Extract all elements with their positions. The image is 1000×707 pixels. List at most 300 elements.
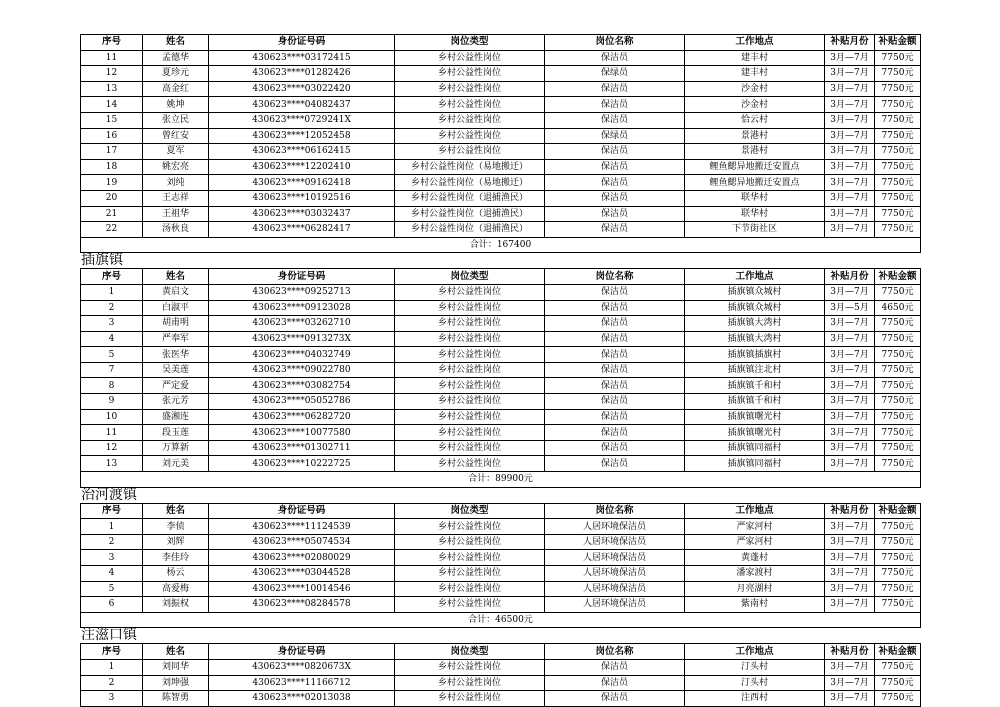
table-cell: 刘坤强 — [143, 675, 209, 691]
table-cell: 乡村公益性岗位 — [395, 66, 545, 82]
table-cell: 保洁员 — [545, 362, 685, 378]
table-cell: 保洁员 — [545, 284, 685, 300]
table-cell: 12 — [81, 440, 143, 456]
table-cell: 保洁员 — [545, 331, 685, 347]
section-total: 合计：167400 — [81, 237, 921, 253]
column-header: 补贴月份 — [825, 269, 875, 285]
table-cell: 3月—7月 — [825, 440, 875, 456]
table-cell: 22 — [81, 222, 143, 238]
table-cell: 3月—7月 — [825, 675, 875, 691]
table-cell: 插旗镇千和村 — [685, 394, 825, 410]
table-cell: 乡村公益性岗位 — [395, 50, 545, 66]
table-cell: 430623****05074534 — [209, 534, 395, 550]
section-total: 合计：46500元 — [81, 612, 921, 628]
column-header: 岗位名称 — [545, 35, 685, 51]
table-cell: 430623****12052458 — [209, 128, 395, 144]
table-cell: 3月—7月 — [825, 347, 875, 363]
table-cell: 乡村公益性岗位（易地搬迁） — [395, 159, 545, 175]
table-cell: 11 — [81, 425, 143, 441]
table-cell: 乡村公益性岗位 — [395, 425, 545, 441]
table-cell: 联华村 — [685, 190, 825, 206]
table-cell: 13 — [81, 81, 143, 97]
column-header: 姓名 — [143, 644, 209, 660]
table-cell: 430623****06282417 — [209, 222, 395, 238]
table-cell: 建丰村 — [685, 50, 825, 66]
table-cell: 保洁员 — [545, 316, 685, 332]
table-cell: 插旗镇众城村 — [685, 284, 825, 300]
column-header: 岗位类型 — [395, 35, 545, 51]
table-cell: 430623****09252713 — [209, 284, 395, 300]
table-cell: 鲤鱼鳃异地搬迁安置点 — [685, 159, 825, 175]
table-cell: 黄启文 — [143, 284, 209, 300]
column-header: 序号 — [81, 35, 143, 51]
column-header: 工作地点 — [685, 269, 825, 285]
table-cell: 插旗镇曙光村 — [685, 425, 825, 441]
column-header: 序号 — [81, 503, 143, 519]
table-cell: 430623****06162415 — [209, 144, 395, 160]
table-cell: 3月—7月 — [825, 206, 875, 222]
table-cell: 3月—7月 — [825, 175, 875, 191]
table-row — [81, 675, 921, 691]
table-cell: 人居环境保洁员 — [545, 581, 685, 597]
table-cell: 张立民 — [143, 112, 209, 128]
column-header: 身份证号码 — [209, 269, 395, 285]
table-cell: 3月—7月 — [825, 97, 875, 113]
table-cell: 刘纯 — [143, 175, 209, 191]
table-cell: 3月—7月 — [825, 50, 875, 66]
table-row — [81, 597, 921, 613]
table-cell: 保洁员 — [545, 50, 685, 66]
table-cell: 7750元 — [875, 50, 921, 66]
table-cell: 乡村公益性岗位 — [395, 409, 545, 425]
table-cell: 7750元 — [875, 222, 921, 238]
column-header: 岗位名称 — [545, 503, 685, 519]
table-cell: 吴美莲 — [143, 362, 209, 378]
table-cell: 保洁员 — [545, 175, 685, 191]
table-cell: 11 — [81, 50, 143, 66]
table-cell: 20 — [81, 190, 143, 206]
section-block — [80, 628, 920, 706]
table-cell: 3月—7月 — [825, 409, 875, 425]
table-cell: 3月—7月 — [825, 425, 875, 441]
total-row — [81, 612, 921, 628]
table-cell: 乡村公益性岗位 — [395, 519, 545, 535]
column-header: 补贴金额 — [875, 269, 921, 285]
column-header: 岗位类型 — [395, 644, 545, 660]
table-row — [81, 550, 921, 566]
table-cell: 3月—7月 — [825, 597, 875, 613]
table-cell: 白淑平 — [143, 300, 209, 316]
table-cell: 7750元 — [875, 550, 921, 566]
table-cell: 430623****0913273X — [209, 331, 395, 347]
table-header-row — [81, 35, 921, 51]
table-cell: 刘同华 — [143, 659, 209, 675]
table-cell: 乡村公益性岗位 — [395, 597, 545, 613]
table-cell: 4650元 — [875, 300, 921, 316]
table-cell: 430623****03032437 — [209, 206, 395, 222]
table-cell: 插旗镇同福村 — [685, 440, 825, 456]
table-cell: 5 — [81, 347, 143, 363]
table-cell: 430623****10222725 — [209, 456, 395, 472]
table-cell: 3月—7月 — [825, 534, 875, 550]
table-cell: 严家河村 — [685, 519, 825, 535]
table-cell: 7750元 — [875, 159, 921, 175]
table-cell: 430623****11124539 — [209, 519, 395, 535]
table-cell: 严家河村 — [685, 534, 825, 550]
table-cell: 乡村公益性岗位 — [395, 347, 545, 363]
table-cell: 插旗镇大湾村 — [685, 331, 825, 347]
column-header: 岗位名称 — [545, 269, 685, 285]
table-cell: 陈智勇 — [143, 691, 209, 707]
table-row — [81, 566, 921, 582]
table-cell: 7750元 — [875, 425, 921, 441]
table-row — [81, 362, 921, 378]
table-cell: 乡村公益性岗位 — [395, 81, 545, 97]
column-header: 工作地点 — [685, 644, 825, 660]
table-cell: 3月—7月 — [825, 222, 875, 238]
column-header: 姓名 — [143, 269, 209, 285]
table-cell: 严奉军 — [143, 331, 209, 347]
table-cell: 430623****09022780 — [209, 362, 395, 378]
subsidy-roster-document — [80, 34, 920, 707]
table-cell: 3月—7月 — [825, 659, 875, 675]
table-cell: 联华村 — [685, 206, 825, 222]
table-cell: 乡村公益性岗位 — [395, 378, 545, 394]
table-cell: 乡村公益性岗位 — [395, 440, 545, 456]
table-cell: 7750元 — [875, 206, 921, 222]
table-cell: 保洁员 — [545, 81, 685, 97]
table-cell: 保洁员 — [545, 159, 685, 175]
table-cell: 7750元 — [875, 190, 921, 206]
table-cell: 乡村公益性岗位（易地搬迁） — [395, 175, 545, 191]
table-cell: 夏珍元 — [143, 66, 209, 82]
table-cell: 张元芳 — [143, 394, 209, 410]
table-cell: 姚坤 — [143, 97, 209, 113]
table-cell: 保洁员 — [545, 222, 685, 238]
roster-table — [80, 268, 921, 487]
section-title: 治河渡镇 — [81, 486, 137, 503]
column-header: 身份证号码 — [209, 644, 395, 660]
table-row — [81, 378, 921, 394]
table-cell: 3月—7月 — [825, 112, 875, 128]
table-cell: 盛湘连 — [143, 409, 209, 425]
table-cell: 乡村公益性岗位 — [395, 659, 545, 675]
table-cell: 7750元 — [875, 597, 921, 613]
table-row — [81, 300, 921, 316]
table-cell: 430623****05052786 — [209, 394, 395, 410]
table-cell: 沙金村 — [685, 81, 825, 97]
table-cell: 沙金村 — [685, 97, 825, 113]
table-row — [81, 159, 921, 175]
table-cell: 3月—7月 — [825, 66, 875, 82]
table-cell: 建丰村 — [685, 66, 825, 82]
table-row — [81, 97, 921, 113]
table-cell: 潘家渡村 — [685, 566, 825, 582]
table-cell: 刘辉 — [143, 534, 209, 550]
table-cell: 保洁员 — [545, 378, 685, 394]
table-cell: 14 — [81, 97, 143, 113]
table-cell: 保洁员 — [545, 394, 685, 410]
table-cell: 7750元 — [875, 378, 921, 394]
table-cell: 乡村公益性岗位 — [395, 331, 545, 347]
table-row — [81, 394, 921, 410]
table-cell: 3月—7月 — [825, 316, 875, 332]
table-cell: 3月—7月 — [825, 362, 875, 378]
table-cell: 插旗镇同福村 — [685, 456, 825, 472]
table-cell: 3月—7月 — [825, 378, 875, 394]
table-cell: 2 — [81, 675, 143, 691]
table-cell: 乡村公益性岗位（退捕渔民） — [395, 190, 545, 206]
table-cell: 月亮湖村 — [685, 581, 825, 597]
table-row — [81, 66, 921, 82]
table-cell: 插旗镇曙光村 — [685, 409, 825, 425]
table-cell: 430623****11166712 — [209, 675, 395, 691]
table-cell: 1 — [81, 519, 143, 535]
table-cell: 3月—7月 — [825, 566, 875, 582]
table-cell: 乡村公益性岗位 — [395, 300, 545, 316]
table-cell: 430623****04082437 — [209, 97, 395, 113]
table-cell: 人居环境保洁员 — [545, 550, 685, 566]
table-header-row — [81, 644, 921, 660]
column-header: 补贴金额 — [875, 503, 921, 519]
table-cell: 景港村 — [685, 144, 825, 160]
table-cell: 18 — [81, 159, 143, 175]
table-cell: 保绿员 — [545, 128, 685, 144]
table-cell: 注西村 — [685, 691, 825, 707]
table-cell: 高金红 — [143, 81, 209, 97]
table-row — [81, 81, 921, 97]
table-cell: 430623****0729241X — [209, 112, 395, 128]
table-cell: 9 — [81, 394, 143, 410]
table-cell: 19 — [81, 175, 143, 191]
table-cell: 汤秋良 — [143, 222, 209, 238]
table-cell: 430623****10192516 — [209, 190, 395, 206]
table-cell: 保洁员 — [545, 425, 685, 441]
table-row — [81, 175, 921, 191]
table-cell: 张医华 — [143, 347, 209, 363]
table-cell: 7750元 — [875, 97, 921, 113]
table-cell: 万算新 — [143, 440, 209, 456]
table-cell: 6 — [81, 597, 143, 613]
table-cell: 3月—7月 — [825, 394, 875, 410]
table-cell: 严定爱 — [143, 378, 209, 394]
table-cell: 13 — [81, 456, 143, 472]
table-cell: 7 — [81, 362, 143, 378]
table-cell: 保洁员 — [545, 347, 685, 363]
table-cell: 7750元 — [875, 566, 921, 582]
table-cell: 430623****02080029 — [209, 550, 395, 566]
table-cell: 李佳玲 — [143, 550, 209, 566]
table-cell: 保洁员 — [545, 440, 685, 456]
table-cell: 7750元 — [875, 128, 921, 144]
table-cell: 10 — [81, 409, 143, 425]
table-row — [81, 284, 921, 300]
column-header: 补贴金额 — [875, 35, 921, 51]
table-cell: 430623****0820673X — [209, 659, 395, 675]
table-cell: 3月—7月 — [825, 144, 875, 160]
table-cell: 保洁员 — [545, 675, 685, 691]
table-cell: 7750元 — [875, 66, 921, 82]
table-cell: 7750元 — [875, 347, 921, 363]
table-cell: 430623****03172415 — [209, 50, 395, 66]
table-cell: 人居环境保洁员 — [545, 566, 685, 582]
total-row — [81, 472, 921, 488]
table-cell: 430623****06282720 — [209, 409, 395, 425]
table-cell: 保洁员 — [545, 144, 685, 160]
table-cell: 保洁员 — [545, 691, 685, 707]
table-cell: 7750元 — [875, 581, 921, 597]
table-cell: 4 — [81, 566, 143, 582]
section-block — [80, 253, 920, 487]
table-cell: 430623****03082754 — [209, 378, 395, 394]
table-cell: 王祖华 — [143, 206, 209, 222]
table-cell: 3月—5月 — [825, 300, 875, 316]
table-cell: 乡村公益性岗位 — [395, 144, 545, 160]
column-header: 序号 — [81, 644, 143, 660]
table-cell: 曾红安 — [143, 128, 209, 144]
table-cell: 保洁员 — [545, 112, 685, 128]
table-header-row — [81, 269, 921, 285]
table-cell: 21 — [81, 206, 143, 222]
table-cell: 紫南村 — [685, 597, 825, 613]
table-cell: 3月—7月 — [825, 691, 875, 707]
table-cell: 插旗镇大湾村 — [685, 316, 825, 332]
table-cell: 乡村公益性岗位 — [395, 675, 545, 691]
table-cell: 7750元 — [875, 659, 921, 675]
table-cell: 人居环境保洁员 — [545, 519, 685, 535]
table-row — [81, 519, 921, 535]
section-title: 注滋口镇 — [81, 627, 137, 644]
table-cell: 李侦 — [143, 519, 209, 535]
table-cell: 5 — [81, 581, 143, 597]
table-cell: 16 — [81, 128, 143, 144]
table-cell: 保洁员 — [545, 206, 685, 222]
table-cell: 乡村公益性岗位 — [395, 128, 545, 144]
table-cell: 430623****01302711 — [209, 440, 395, 456]
table-cell: 3月—7月 — [825, 456, 875, 472]
table-cell: 汀头村 — [685, 659, 825, 675]
section-title: 插旗镇 — [81, 252, 123, 269]
table-cell: 7750元 — [875, 112, 921, 128]
table-cell: 汀头村 — [685, 675, 825, 691]
table-cell: 430623****10014546 — [209, 581, 395, 597]
table-cell: 12 — [81, 66, 143, 82]
table-cell: 保洁员 — [545, 409, 685, 425]
table-cell: 7750元 — [875, 284, 921, 300]
table-cell: 保绿员 — [545, 66, 685, 82]
table-cell: 景港村 — [685, 128, 825, 144]
table-cell: 乡村公益性岗位 — [395, 284, 545, 300]
table-row — [81, 456, 921, 472]
column-header: 姓名 — [143, 35, 209, 51]
table-cell: 430623****09162418 — [209, 175, 395, 191]
table-cell: 乡村公益性岗位 — [395, 316, 545, 332]
column-header: 补贴金额 — [875, 644, 921, 660]
table-cell: 插旗镇众城村 — [685, 300, 825, 316]
table-cell: 430623****02013038 — [209, 691, 395, 707]
column-header: 岗位类型 — [395, 503, 545, 519]
table-row — [81, 316, 921, 332]
table-cell: 人居环境保洁员 — [545, 597, 685, 613]
table-cell: 恰云村 — [685, 112, 825, 128]
table-cell: 黄蓬村 — [685, 550, 825, 566]
table-row — [81, 347, 921, 363]
roster-table — [80, 643, 921, 706]
column-header: 工作地点 — [685, 35, 825, 51]
column-header: 序号 — [81, 269, 143, 285]
table-cell: 430623****03262710 — [209, 316, 395, 332]
column-header: 姓名 — [143, 503, 209, 519]
table-cell: 插旗镇千和村 — [685, 378, 825, 394]
table-cell: 杨云 — [143, 566, 209, 582]
table-row — [81, 409, 921, 425]
table-cell: 乡村公益性岗位（退捕渔民） — [395, 206, 545, 222]
table-cell: 乡村公益性岗位 — [395, 691, 545, 707]
table-cell: 3月—7月 — [825, 81, 875, 97]
roster-table — [80, 34, 921, 253]
table-cell: 17 — [81, 144, 143, 160]
table-row — [81, 691, 921, 707]
table-cell: 3月—7月 — [825, 159, 875, 175]
table-row — [81, 425, 921, 441]
table-row — [81, 331, 921, 347]
table-row — [81, 581, 921, 597]
table-cell: 430623****09123028 — [209, 300, 395, 316]
table-cell: 段玉莲 — [143, 425, 209, 441]
table-cell: 保洁员 — [545, 456, 685, 472]
table-cell: 刘振权 — [143, 597, 209, 613]
table-cell: 3月—7月 — [825, 581, 875, 597]
table-cell: 7750元 — [875, 519, 921, 535]
section-block — [80, 34, 920, 253]
table-cell: 430623****12202410 — [209, 159, 395, 175]
table-row — [81, 440, 921, 456]
table-cell: 7750元 — [875, 534, 921, 550]
table-row — [81, 659, 921, 675]
table-cell: 插旗镇注北村 — [685, 362, 825, 378]
table-cell: 7750元 — [875, 81, 921, 97]
table-cell: 7750元 — [875, 316, 921, 332]
table-cell: 3 — [81, 691, 143, 707]
table-cell: 乡村公益性岗位 — [395, 97, 545, 113]
table-cell: 2 — [81, 300, 143, 316]
table-header-row — [81, 503, 921, 519]
table-row — [81, 50, 921, 66]
table-cell: 7750元 — [875, 691, 921, 707]
table-row — [81, 128, 921, 144]
table-row — [81, 112, 921, 128]
table-cell: 430623****04032749 — [209, 347, 395, 363]
table-cell: 3 — [81, 550, 143, 566]
table-cell: 乡村公益性岗位 — [395, 112, 545, 128]
table-cell: 7750元 — [875, 175, 921, 191]
table-cell: 王志祥 — [143, 190, 209, 206]
table-cell: 夏军 — [143, 144, 209, 160]
table-cell: 人居环境保洁员 — [545, 534, 685, 550]
table-cell: 下节街社区 — [685, 222, 825, 238]
table-cell: 7750元 — [875, 456, 921, 472]
table-cell: 7750元 — [875, 144, 921, 160]
table-cell: 7750元 — [875, 362, 921, 378]
column-header: 补贴月份 — [825, 644, 875, 660]
table-row — [81, 190, 921, 206]
total-row — [81, 237, 921, 253]
table-cell: 7750元 — [875, 675, 921, 691]
table-cell: 乡村公益性岗位 — [395, 566, 545, 582]
table-cell: 3月—7月 — [825, 331, 875, 347]
column-header: 身份证号码 — [209, 35, 395, 51]
column-header: 岗位类型 — [395, 269, 545, 285]
